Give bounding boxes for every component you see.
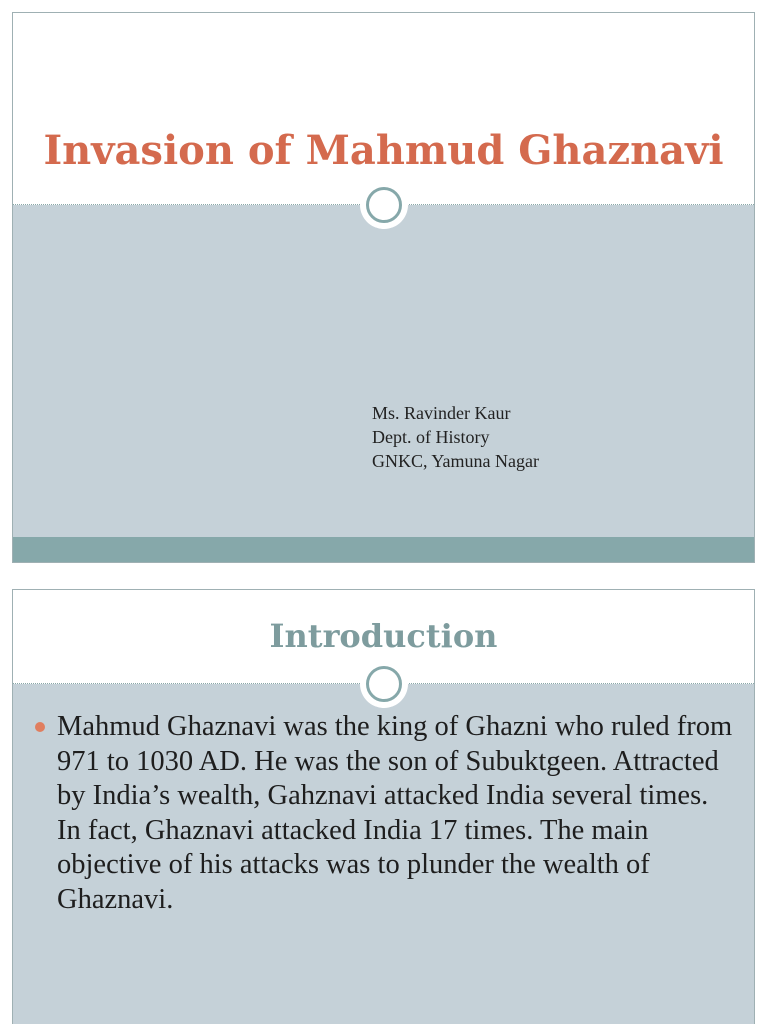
divider-ring-ornament <box>360 181 408 229</box>
author-name: Ms. Ravinder Kaur <box>372 403 511 423</box>
slide-body-area <box>13 205 754 537</box>
slide-title-area <box>13 13 754 205</box>
footer-band <box>13 537 754 563</box>
author-department: Dept. of History <box>372 427 490 447</box>
author-info <box>372 401 539 473</box>
divider-ring-ornament <box>360 660 408 708</box>
introduction-slide <box>12 589 755 1024</box>
author-institution: GNKC, Yamuna Nagar <box>372 451 539 471</box>
title-slide <box>12 12 755 563</box>
bullet-text: Mahmud Ghaznavi was the king of Ghazni who ruled from 971 to 1030 AD. He was the son of Subuktgeen. Attracted by India’s wealth, Gahznavi attacked India several times. In fact, Ghaznavi attacked India 17 times. The main objective of his attacks was to plunder the wealth of Ghaznavi. <box>57 711 733 915</box>
slide-title: Introduction <box>269 617 498 655</box>
list-item <box>35 710 736 917</box>
bullet-icon <box>35 722 45 732</box>
bullet-list <box>35 710 736 917</box>
presentation-title: Invasion of Mahmud Ghaznavi <box>43 127 724 174</box>
